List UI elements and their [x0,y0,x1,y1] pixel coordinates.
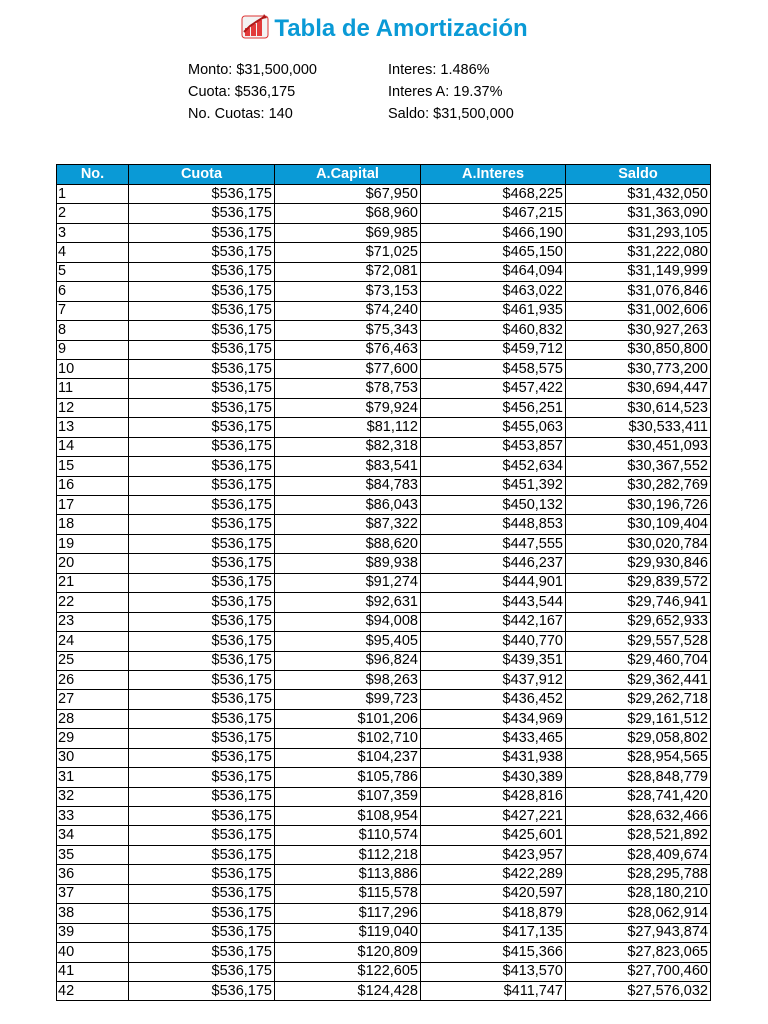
cell-cuota: $536,175 [129,204,275,223]
cell-a-capital: $115,578 [275,884,421,903]
table-row [57,515,711,534]
cell-cuota: $536,175 [129,729,275,748]
cell-a-interes: $463,022 [421,282,566,301]
cell-a-interes: $458,575 [421,359,566,378]
cell-a-interes: $457,422 [421,379,566,398]
cell-saldo: $28,295,788 [566,865,711,884]
summary-monto: Monto: $31,500,000 [188,62,317,78]
cell-a-capital: $108,954 [275,807,421,826]
cell-saldo: $28,180,210 [566,884,711,903]
cell-cuota: $536,175 [129,185,275,204]
cell-saldo: $31,002,606 [566,301,711,320]
cell-no: 35 [57,845,129,864]
cell-saldo: $28,062,914 [566,904,711,923]
cell-no: 30 [57,748,129,767]
cell-cuota: $536,175 [129,573,275,592]
cell-a-interes: $467,215 [421,204,566,223]
cell-a-interes: $437,912 [421,670,566,689]
cell-no: 27 [57,690,129,709]
cell-a-capital: $72,081 [275,262,421,281]
cell-no: 16 [57,476,129,495]
table-row [57,243,711,262]
cell-no: 23 [57,612,129,631]
table-row [57,962,711,981]
cell-a-interes: $439,351 [421,651,566,670]
cell-a-interes: $413,570 [421,962,566,981]
cell-saldo: $29,460,704 [566,651,711,670]
cell-a-capital: $104,237 [275,748,421,767]
cell-cuota: $536,175 [129,865,275,884]
cell-no: 4 [57,243,129,262]
cell-saldo: $29,058,802 [566,729,711,748]
cell-saldo: $31,293,105 [566,223,711,242]
cell-saldo: $31,363,090 [566,204,711,223]
cell-a-capital: $89,938 [275,554,421,573]
cell-a-capital: $73,153 [275,282,421,301]
cell-cuota: $536,175 [129,962,275,981]
cell-no: 3 [57,223,129,242]
cell-cuota: $536,175 [129,632,275,651]
cell-saldo: $30,694,447 [566,379,711,398]
table-row [57,476,711,495]
amortization-table-wrap [56,164,711,1001]
cell-saldo: $27,700,460 [566,962,711,981]
table-row [57,826,711,845]
cell-no: 20 [57,554,129,573]
cell-cuota: $536,175 [129,612,275,631]
cell-saldo: $27,823,065 [566,943,711,962]
cell-no: 31 [57,768,129,787]
table-row [57,787,711,806]
cell-a-interes: $428,816 [421,787,566,806]
cell-saldo: $30,109,404 [566,515,711,534]
cell-a-capital: $87,322 [275,515,421,534]
cell-cuota: $536,175 [129,359,275,378]
table-row [57,418,711,437]
table-row [57,651,711,670]
summary-no-cuotas: No. Cuotas: 140 [188,106,293,122]
cell-a-interes: $440,770 [421,632,566,651]
summary-interes-a: Interes A: 19.37% [388,84,503,100]
cell-a-capital: $94,008 [275,612,421,631]
table-row [57,865,711,884]
cell-a-interes: $436,452 [421,690,566,709]
cell-no: 25 [57,651,129,670]
table-row [57,437,711,456]
cell-no: 11 [57,379,129,398]
cell-saldo: $30,614,523 [566,398,711,417]
column-header-a-capital: A.Capital [275,165,421,185]
cell-a-capital: $112,218 [275,845,421,864]
cell-a-capital: $113,886 [275,865,421,884]
cell-saldo: $28,954,565 [566,748,711,767]
cell-a-interes: $442,167 [421,612,566,631]
cell-saldo: $28,521,892 [566,826,711,845]
cell-no: 29 [57,729,129,748]
cell-a-capital: $110,574 [275,826,421,845]
column-header-no: No. [57,165,129,185]
cell-a-capital: $119,040 [275,923,421,942]
cell-cuota: $536,175 [129,437,275,456]
cell-no: 14 [57,437,129,456]
cell-a-interes: $465,150 [421,243,566,262]
cell-a-interes: $447,555 [421,534,566,553]
cell-no: 39 [57,923,129,942]
table-row [57,359,711,378]
table-row [57,573,711,592]
cell-a-interes: $464,094 [421,262,566,281]
cell-cuota: $536,175 [129,243,275,262]
cell-no: 15 [57,457,129,476]
cell-cuota: $536,175 [129,223,275,242]
cell-cuota: $536,175 [129,787,275,806]
table-row [57,807,711,826]
cell-saldo: $28,741,420 [566,787,711,806]
cell-a-capital: $78,753 [275,379,421,398]
cell-cuota: $536,175 [129,418,275,437]
cell-no: 36 [57,865,129,884]
table-row [57,670,711,689]
table-row [57,282,711,301]
table-row [57,379,711,398]
cell-a-capital: $77,600 [275,359,421,378]
cell-a-capital: $82,318 [275,437,421,456]
cell-no: 34 [57,826,129,845]
cell-a-capital: $102,710 [275,729,421,748]
cell-no: 2 [57,204,129,223]
cell-cuota: $536,175 [129,826,275,845]
cell-no: 10 [57,359,129,378]
cell-no: 22 [57,593,129,612]
cell-cuota: $536,175 [129,496,275,515]
cell-a-capital: $91,274 [275,573,421,592]
table-row [57,204,711,223]
summary-cuota: Cuota: $536,175 [188,84,296,100]
cell-saldo: $31,149,999 [566,262,711,281]
cell-saldo: $30,196,726 [566,496,711,515]
cell-saldo: $31,076,846 [566,282,711,301]
cell-a-interes: $468,225 [421,185,566,204]
cell-cuota: $536,175 [129,651,275,670]
cell-saldo: $30,367,552 [566,457,711,476]
cell-saldo: $30,927,263 [566,321,711,340]
cell-cuota: $536,175 [129,476,275,495]
cell-a-capital: $107,359 [275,787,421,806]
cell-a-interes: $444,901 [421,573,566,592]
column-header-cuota: Cuota [129,165,275,185]
amortization-table [56,164,711,1001]
table-row [57,845,711,864]
cell-a-interes: $460,832 [421,321,566,340]
cell-a-interes: $422,289 [421,865,566,884]
table-row [57,496,711,515]
cell-saldo: $29,161,512 [566,709,711,728]
cell-a-interes: $455,063 [421,418,566,437]
table-row [57,923,711,942]
cell-a-capital: $105,786 [275,768,421,787]
column-header-a-interes: A.Interes [421,165,566,185]
cell-a-interes: $420,597 [421,884,566,903]
table-row [57,768,711,787]
cell-saldo: $28,848,779 [566,768,711,787]
rising-chart-icon [240,12,270,47]
table-row [57,457,711,476]
cell-a-interes: $459,712 [421,340,566,359]
cell-saldo: $29,262,718 [566,690,711,709]
table-row [57,223,711,242]
cell-a-interes: $451,392 [421,476,566,495]
cell-saldo: $28,409,674 [566,845,711,864]
cell-a-interes: $433,465 [421,729,566,748]
table-row [57,534,711,553]
cell-no: 12 [57,398,129,417]
cell-saldo: $27,576,032 [566,981,711,1000]
cell-cuota: $536,175 [129,282,275,301]
cell-a-interes: $466,190 [421,223,566,242]
table-row [57,943,711,962]
cell-a-capital: $81,112 [275,418,421,437]
cell-a-capital: $76,463 [275,340,421,359]
cell-saldo: $28,632,466 [566,807,711,826]
cell-a-capital: $69,985 [275,223,421,242]
cell-cuota: $536,175 [129,398,275,417]
cell-saldo: $30,451,093 [566,437,711,456]
cell-cuota: $536,175 [129,768,275,787]
cell-saldo: $29,930,846 [566,554,711,573]
table-row [57,632,711,651]
cell-saldo: $29,839,572 [566,573,711,592]
table-row [57,398,711,417]
cell-no: 33 [57,807,129,826]
cell-no: 6 [57,282,129,301]
cell-a-capital: $99,723 [275,690,421,709]
cell-a-capital: $117,296 [275,904,421,923]
cell-cuota: $536,175 [129,262,275,281]
cell-a-capital: $98,263 [275,670,421,689]
cell-no: 32 [57,787,129,806]
cell-no: 8 [57,321,129,340]
cell-a-interes: $427,221 [421,807,566,826]
cell-a-interes: $434,969 [421,709,566,728]
cell-cuota: $536,175 [129,340,275,359]
column-header-saldo: Saldo [566,165,711,185]
cell-a-interes: $425,601 [421,826,566,845]
table-row [57,981,711,1000]
cell-saldo: $29,746,941 [566,593,711,612]
cell-no: 1 [57,185,129,204]
cell-saldo: $31,222,080 [566,243,711,262]
cell-cuota: $536,175 [129,943,275,962]
cell-a-capital: $122,605 [275,962,421,981]
cell-a-interes: $415,366 [421,943,566,962]
cell-a-interes: $456,251 [421,398,566,417]
table-row [57,612,711,631]
table-row [57,554,711,573]
cell-a-capital: $83,541 [275,457,421,476]
table-row [57,729,711,748]
cell-a-interes: $431,938 [421,748,566,767]
cell-a-interes: $443,544 [421,593,566,612]
cell-no: 9 [57,340,129,359]
cell-cuota: $536,175 [129,884,275,903]
cell-a-capital: $96,824 [275,651,421,670]
cell-saldo: $27,943,874 [566,923,711,942]
table-body [57,185,711,1001]
cell-a-capital: $67,950 [275,185,421,204]
cell-no: 42 [57,981,129,1000]
cell-cuota: $536,175 [129,321,275,340]
table-row [57,301,711,320]
cell-a-interes: $446,237 [421,554,566,573]
cell-no: 5 [57,262,129,281]
cell-a-capital: $84,783 [275,476,421,495]
cell-a-capital: $86,043 [275,496,421,515]
summary-interes: Interes: 1.486% [388,62,490,78]
cell-a-capital: $120,809 [275,943,421,962]
cell-cuota: $536,175 [129,379,275,398]
table-row [57,185,711,204]
cell-cuota: $536,175 [129,554,275,573]
cell-saldo: $30,020,784 [566,534,711,553]
cell-saldo: $30,850,800 [566,340,711,359]
cell-cuota: $536,175 [129,670,275,689]
cell-a-interes: $450,132 [421,496,566,515]
table-row [57,904,711,923]
cell-cuota: $536,175 [129,457,275,476]
table-row [57,340,711,359]
table-row [57,262,711,281]
cell-cuota: $536,175 [129,593,275,612]
cell-a-capital: $71,025 [275,243,421,262]
cell-no: 26 [57,670,129,689]
cell-no: 17 [57,496,129,515]
cell-a-interes: $452,634 [421,457,566,476]
table-row [57,748,711,767]
cell-saldo: $29,362,441 [566,670,711,689]
cell-no: 13 [57,418,129,437]
cell-no: 21 [57,573,129,592]
cell-cuota: $536,175 [129,981,275,1000]
table-row [57,690,711,709]
cell-no: 40 [57,943,129,962]
cell-cuota: $536,175 [129,845,275,864]
table-row [57,593,711,612]
cell-a-capital: $124,428 [275,981,421,1000]
cell-cuota: $536,175 [129,923,275,942]
cell-saldo: $31,432,050 [566,185,711,204]
page-title [0,12,768,47]
cell-a-capital: $68,960 [275,204,421,223]
cell-cuota: $536,175 [129,904,275,923]
table-row [57,709,711,728]
table-row [57,884,711,903]
cell-a-interes: $417,135 [421,923,566,942]
cell-a-capital: $74,240 [275,301,421,320]
cell-a-capital: $75,343 [275,321,421,340]
summary-saldo: Saldo: $31,500,000 [388,106,514,122]
cell-no: 28 [57,709,129,728]
cell-cuota: $536,175 [129,301,275,320]
cell-a-capital: $92,631 [275,593,421,612]
cell-no: 41 [57,962,129,981]
cell-cuota: $536,175 [129,748,275,767]
cell-saldo: $30,282,769 [566,476,711,495]
cell-saldo: $29,557,528 [566,632,711,651]
cell-cuota: $536,175 [129,690,275,709]
cell-cuota: $536,175 [129,534,275,553]
cell-a-interes: $418,879 [421,904,566,923]
cell-no: 38 [57,904,129,923]
page-title-text: Tabla de Amortización [274,15,528,42]
cell-a-capital: $101,206 [275,709,421,728]
cell-cuota: $536,175 [129,807,275,826]
cell-cuota: $536,175 [129,515,275,534]
cell-a-interes: $423,957 [421,845,566,864]
table-header-row [57,165,711,185]
cell-no: 37 [57,884,129,903]
cell-saldo: $30,773,200 [566,359,711,378]
cell-cuota: $536,175 [129,709,275,728]
cell-no: 24 [57,632,129,651]
cell-a-interes: $448,853 [421,515,566,534]
cell-a-interes: $453,857 [421,437,566,456]
cell-a-capital: $79,924 [275,398,421,417]
cell-saldo: $29,652,933 [566,612,711,631]
cell-no: 7 [57,301,129,320]
cell-a-capital: $88,620 [275,534,421,553]
cell-a-interes: $461,935 [421,301,566,320]
cell-a-interes: $411,747 [421,981,566,1000]
table-row [57,321,711,340]
cell-no: 18 [57,515,129,534]
cell-saldo: $30,533,411 [566,418,711,437]
cell-a-capital: $95,405 [275,632,421,651]
cell-a-interes: $430,389 [421,768,566,787]
cell-no: 19 [57,534,129,553]
